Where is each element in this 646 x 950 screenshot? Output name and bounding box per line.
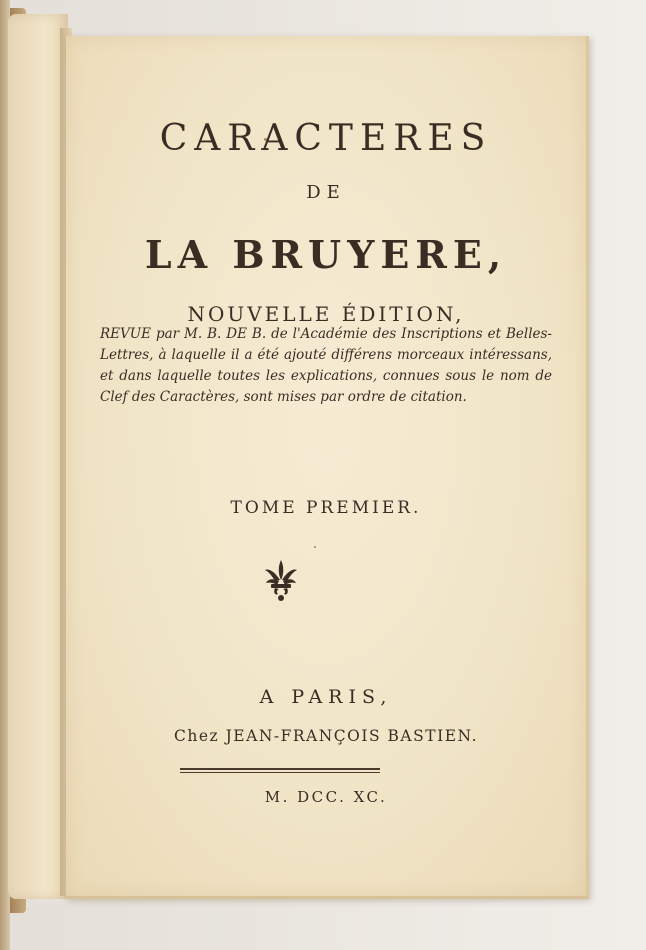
fleuron-ornament-icon: [263, 554, 299, 604]
paper-speck: [314, 546, 316, 548]
publisher-line: Chez JEAN-FRANÇOIS BASTIEN.: [173, 727, 479, 745]
place-line: A PARIS,: [259, 686, 393, 708]
title-page-text: [66, 36, 586, 896]
author-title: LA BRUYERE,: [144, 232, 508, 277]
title-line-1: CARACTERES: [159, 118, 493, 159]
volume-line: TOME PREMIER.: [230, 498, 422, 518]
double-rule: [180, 772, 380, 773]
year-line: M. DCC. XC.: [264, 788, 388, 806]
double-rule: [180, 768, 380, 770]
edition-line: NOUVELLE ÉDITION,: [187, 302, 465, 326]
left-page: [8, 14, 68, 899]
title-line-2: DE: [306, 182, 346, 203]
description-paragraph: REVUE par M. B. DE B. de l'Académie des Inscriptions et Belles-Lettres, à laquelle il a été ajouté différens morceaux intéressans, et dans laquelle toutes les explications, connues sous le nom de Clef des Caractères, sont mises par ordre de citation.: [100, 326, 552, 405]
